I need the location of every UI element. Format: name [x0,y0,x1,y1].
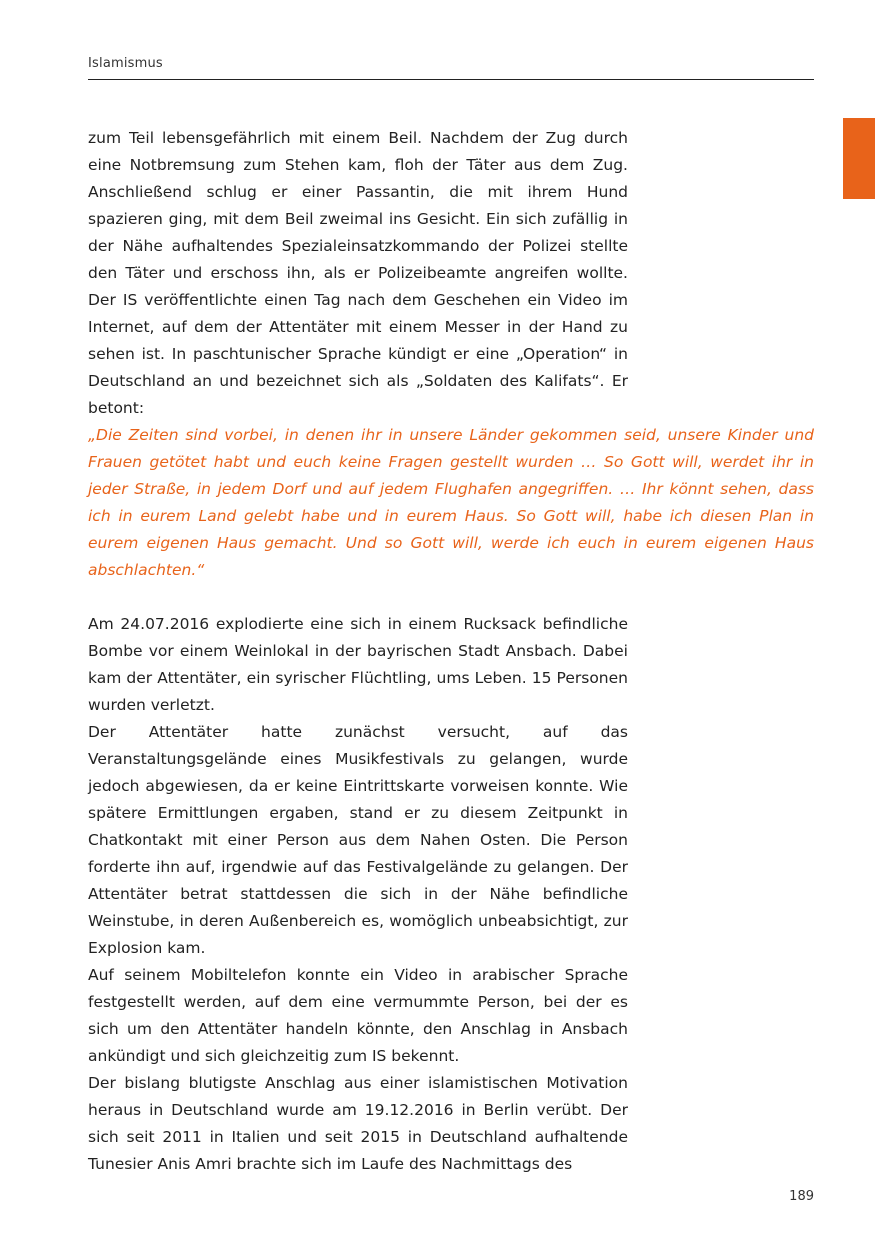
body-text-section [88,611,628,1178]
body-paragraph: zum Teil lebensgefährlich mit einem Beil. Nachdem der Zug durch eine Notbremsung zum Stehen kam, floh der Täter aus dem Zug. Anschließend schlug er einer Passantin, die mit ihrem Hund spazieren ging, mit dem Beil zweimal ins Gesicht. Ein sich zufällig in der Nähe aufhaltendes Spezialeinsatzkommando der Polizei stellte den Täter und erschoss ihn, als er Polizeibeamte angreifen wollte. Der IS veröffentlichte einen Tag nach dem Geschehen ein Video im Internet, auf dem der Attentäter mit einem Messer in der Hand zu sehen ist. In paschtunischer Sprache kündigt er eine „Operation“ in Deutschland an und bezeichnet sich als „Soldaten des Kalifats“. Er betont: [88,129,628,417]
body-paragraph: Der bislang blutigste Anschlag aus einer islamistischen Motivation heraus in Deutschland wurde am 19.12.2016 in Berlin verübt. Der sich seit 2011 in Italien und seit 2015 in Deutschland aufhaltende Tunesier Anis Amri brachte sich im Laufe des Nachmittags des [88,1074,628,1173]
header-divider [88,79,814,80]
body-paragraph: Auf seinem Mobiltelefon konnte ein Video in arabischer Sprache festgestellt werden, auf dem eine vermummte Person, bei der es sich um den Attentäter handeln könnte, den Anschlag in Ansbach ankündigt und sich gleichzeitig zum IS bekennt. [88,966,628,1065]
body-paragraph: Am 24.07.2016 explodierte eine sich in einem Rucksack befindliche Bombe vor einem Weinlokal in der bayrischen Stadt Ansbach. Dabei kam der Attentäter, ein syrischer Flüchtling, ums Leben. 15 Personen wurden verletzt. [88,615,628,714]
running-header-title: Islamismus [88,56,163,71]
chapter-tab-marker [843,118,875,199]
quote-block: „Die Zeiten sind vorbei, in denen ihr in unsere Länder gekommen seid, unsere Kinder und Frauen getötet habt und euch keine Fragen gestellt wurden … So Gott will, werdet ihr in jeder Straße, in jedem Dorf und auf jedem Flughafen angegriffen. … Ihr könnt sehen, dass ich in eurem Land gelebt habe und in eurem Haus. So Gott will, habe ich diesen Plan in eurem eigenen Haus gemacht. Und so Gott will, werde ich euch in eurem eigenen Haus abschlachten.“ [88,426,814,579]
page-number: 189 [789,1189,814,1204]
body-paragraph: Der Attentäter hatte zunächst versucht, auf das Veranstaltungsgelände eines Musikfestivals zu gelangen, wurde jedoch abgewiesen, da er keine Eintrittskarte vorweisen konnte. Wie spätere Ermittlungen ergaben, stand er zu diesem Zeitpunkt in Chatkontakt mit einer Person aus dem Nahen Osten. Die Person forderte ihn auf, irgendwie auf das Festivalgelände zu gelangen. Der Attentäter betrat stattdessen die sich in der Nähe befindliche Weinstube, in deren Außenbereich es, womöglich unbeabsichtigt, zur Explosion kam. [88,723,628,957]
